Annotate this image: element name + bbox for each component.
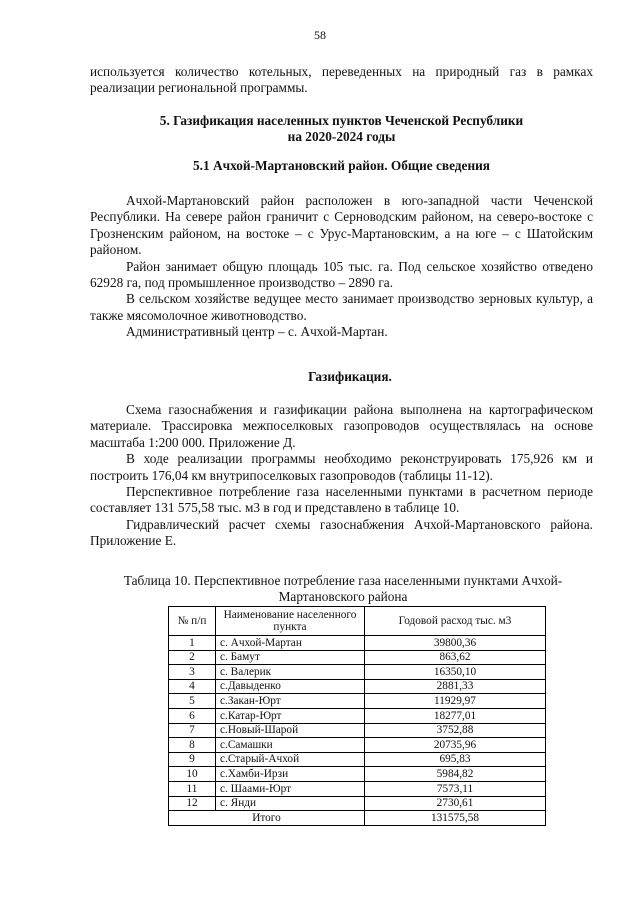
table-row xyxy=(169,781,546,796)
subsection-title: 5.1 Ачхой-Мартановский район. Общие сведения xyxy=(193,158,490,173)
general-paragraph: Административный центр – с. Ачхой-Мартан. xyxy=(126,324,388,340)
row-name: с.Старый-Ачхой xyxy=(216,752,365,767)
row-num: 12 xyxy=(169,796,216,811)
table-row xyxy=(169,665,546,680)
gasification-paragraph: Перспективное потребление газа населенными пунктами в расчетном периоде составляет 131 575,58 тыс. м3 в год и представлено в таблице 10. xyxy=(90,484,593,516)
table-row xyxy=(169,694,546,709)
row-value: 20735,96 xyxy=(365,738,546,753)
table-body xyxy=(169,636,546,826)
gasification-paragraph: Гидравлический расчет схемы газоснабжения Ачхой-Мартановского района. Приложение Е. xyxy=(90,516,593,549)
table-header-row xyxy=(169,607,546,636)
row-value: 39800,36 xyxy=(365,636,546,651)
row-name: с.Хамби-Ирзи xyxy=(216,767,365,782)
row-name: с.Закан-Юрт xyxy=(216,694,365,709)
row-num: 5 xyxy=(169,694,216,709)
page-number: 58 xyxy=(314,28,326,42)
section-title-line1: 5. Газификация населенных пунктов Чеченской Республики xyxy=(159,113,524,128)
intro-text: используется количество котельных, переведенных на природный газ в рамках реализации региональной программы. xyxy=(90,64,593,96)
table-row xyxy=(169,636,546,651)
row-num: 3 xyxy=(169,665,216,680)
row-num: 1 xyxy=(169,636,216,651)
row-value: 18277,01 xyxy=(365,708,546,723)
total-label: Итого xyxy=(169,811,365,826)
header-name: Наименование населенного пункта xyxy=(216,607,365,636)
row-value: 11929,97 xyxy=(365,694,546,709)
general-paragraph: Район занимает общую площадь 105 тыс. га. Под сельское хозяйство отведено 62928 га, под промышленное производство – 2890 га. xyxy=(90,258,593,291)
header-num: № п/п xyxy=(169,607,216,636)
row-value: 3752,88 xyxy=(365,723,546,738)
row-value: 16350,10 xyxy=(365,665,546,680)
table-row xyxy=(169,767,546,782)
table-row xyxy=(169,708,546,723)
table-row xyxy=(169,738,546,753)
gasification-info xyxy=(90,402,593,550)
row-value: 5984,82 xyxy=(365,767,546,782)
row-name: с. Бамут xyxy=(216,650,365,665)
row-value: 2881,33 xyxy=(365,679,546,694)
row-name: с. Валерик xyxy=(216,665,365,680)
row-name: с. Ачхой-Мартан xyxy=(216,636,365,651)
row-num: 2 xyxy=(169,650,216,665)
consumption-table xyxy=(168,606,546,826)
table-row xyxy=(169,679,546,694)
gasification-heading: Газификация. xyxy=(308,369,392,384)
row-num: 7 xyxy=(169,723,216,738)
row-name: с. Янди xyxy=(216,796,365,811)
general-paragraph: Ачхой-Мартановский район расположен в юго-западной части Чеченской Республики. На севере район граничит с Серноводским районом, на северо-востоке с Грозненским районом, на востоке – с Урус-Мартановским, а на юге – с Шатойским районом. xyxy=(90,193,593,258)
row-value: 2730,61 xyxy=(365,796,546,811)
table-total-row xyxy=(169,811,546,826)
gasification-paragraph: Схема газоснабжения и газификации района выполнена на картографическом материале. Трассировка межпоселковых газопроводов осуществлялась на основе масштаба 1:200 000. Приложение Д. xyxy=(90,402,593,450)
row-num: 10 xyxy=(169,767,216,782)
row-name: с.Самашки xyxy=(216,738,365,753)
table-row xyxy=(169,723,546,738)
section-title-line2: на 2020-2024 годы xyxy=(287,129,396,144)
gasification-paragraph: В ходе реализации программы необходимо реконструировать 175,926 км и построить 176,04 км внутрипоселковых газопроводов (таблицы 11-12). xyxy=(90,451,593,483)
total-value: 131575,58 xyxy=(365,811,546,826)
section-title xyxy=(90,113,593,145)
row-num: 9 xyxy=(169,752,216,767)
table-row xyxy=(169,752,546,767)
general-paragraph: В сельском хозяйстве ведущее место занимает производство зерновых культур, а также мясомолочное животноводство. xyxy=(90,291,593,323)
row-name: с. Шаами-Юрт xyxy=(216,781,365,796)
general-info xyxy=(90,193,593,341)
row-num: 4 xyxy=(169,679,216,694)
table-caption: Таблица 10. Перспективное потребление газа населенными пунктами Ачхой-Мартановского района xyxy=(123,573,563,604)
header-consumption: Годовой расход тыс. м3 xyxy=(365,607,546,636)
row-num: 8 xyxy=(169,738,216,753)
row-name: с.Новый-Шарой xyxy=(216,723,365,738)
row-value: 7573,11 xyxy=(365,781,546,796)
table-row xyxy=(169,796,546,811)
row-num: 11 xyxy=(169,781,216,796)
row-name: с.Давыденко xyxy=(216,679,365,694)
row-num: 6 xyxy=(169,708,216,723)
table-row xyxy=(169,650,546,665)
row-value: 695,83 xyxy=(365,752,546,767)
row-value: 863,62 xyxy=(365,650,546,665)
intro-paragraph xyxy=(90,64,593,97)
row-name: с.Катар-Юрт xyxy=(216,708,365,723)
